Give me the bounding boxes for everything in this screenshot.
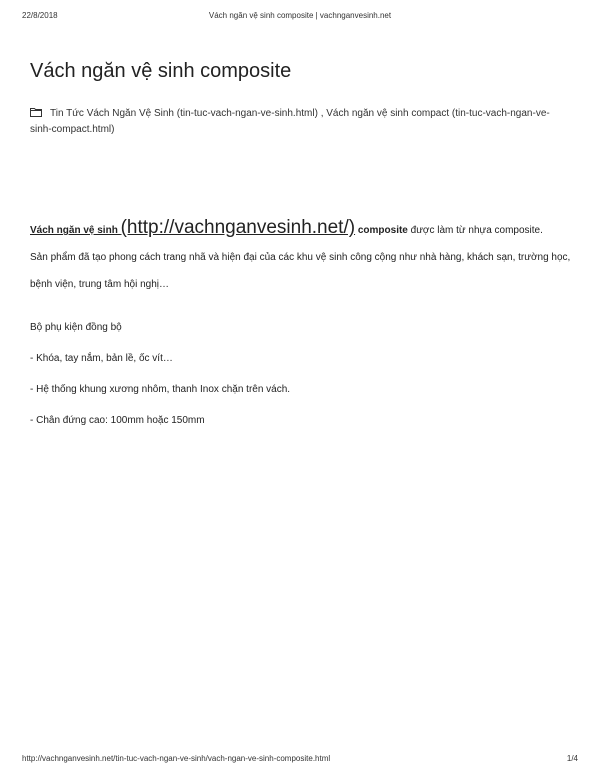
lead-link[interactable]: Vách ngăn vệ sinh xyxy=(30,225,121,236)
page-title: Vách ngăn vệ sinh composite xyxy=(30,60,292,82)
accessory-item: - Khóa, tay nắm, bản lề, ốc vít… xyxy=(30,353,173,364)
lead-line xyxy=(30,215,575,244)
accessories-section xyxy=(30,322,575,446)
bold-keyword: composite xyxy=(357,225,408,236)
accessory-item: - Chân đứng cao: 100mm hoặc 150mm xyxy=(30,415,205,426)
page-number: 1/4 xyxy=(566,754,578,763)
accessories-heading: Bộ phụ kiện đồng bộ xyxy=(30,322,122,333)
print-date: 22/8/2018 xyxy=(22,11,58,20)
footer-url: http://vachnganvesinh.net/tin-tuc-vach-ngan-ve-sinh/vach-ngan-ve-sinh-composite.html xyxy=(22,754,331,763)
article-content xyxy=(30,215,575,298)
print-header xyxy=(22,11,578,23)
print-document-title: Vách ngăn vệ sinh composite | vachnganvesinh.net xyxy=(208,11,392,20)
folder-icon xyxy=(30,107,42,117)
site-url-link[interactable]: (http://vachnganvesinh.net/) xyxy=(120,217,356,238)
category-separator: , xyxy=(317,108,327,119)
accessory-item: - Hệ thống khung xương nhôm, thanh Inox chặn trên vách. xyxy=(30,384,291,395)
category-link-compact[interactable]: Vách ngăn vệ sinh compact (tin-tuc-vach-ngan-ve-sinh-compact.html) xyxy=(30,108,550,135)
category-links xyxy=(30,106,570,138)
lead-rest-text: được làm từ nhựa composite. xyxy=(407,225,543,236)
category-link-news[interactable]: Tin Tức Vách Ngăn Vệ Sinh (tin-tuc-vach-ngan-ve-sinh.html) xyxy=(50,108,318,119)
intro-paragraph: Sản phẩm đã tạo phong cách trang nhã và hiện đại của các khu vệ sinh công cộng như nhà hàng, khách sạn, trường học, bệnh viện, trung tâm hội nghị… xyxy=(30,252,571,290)
